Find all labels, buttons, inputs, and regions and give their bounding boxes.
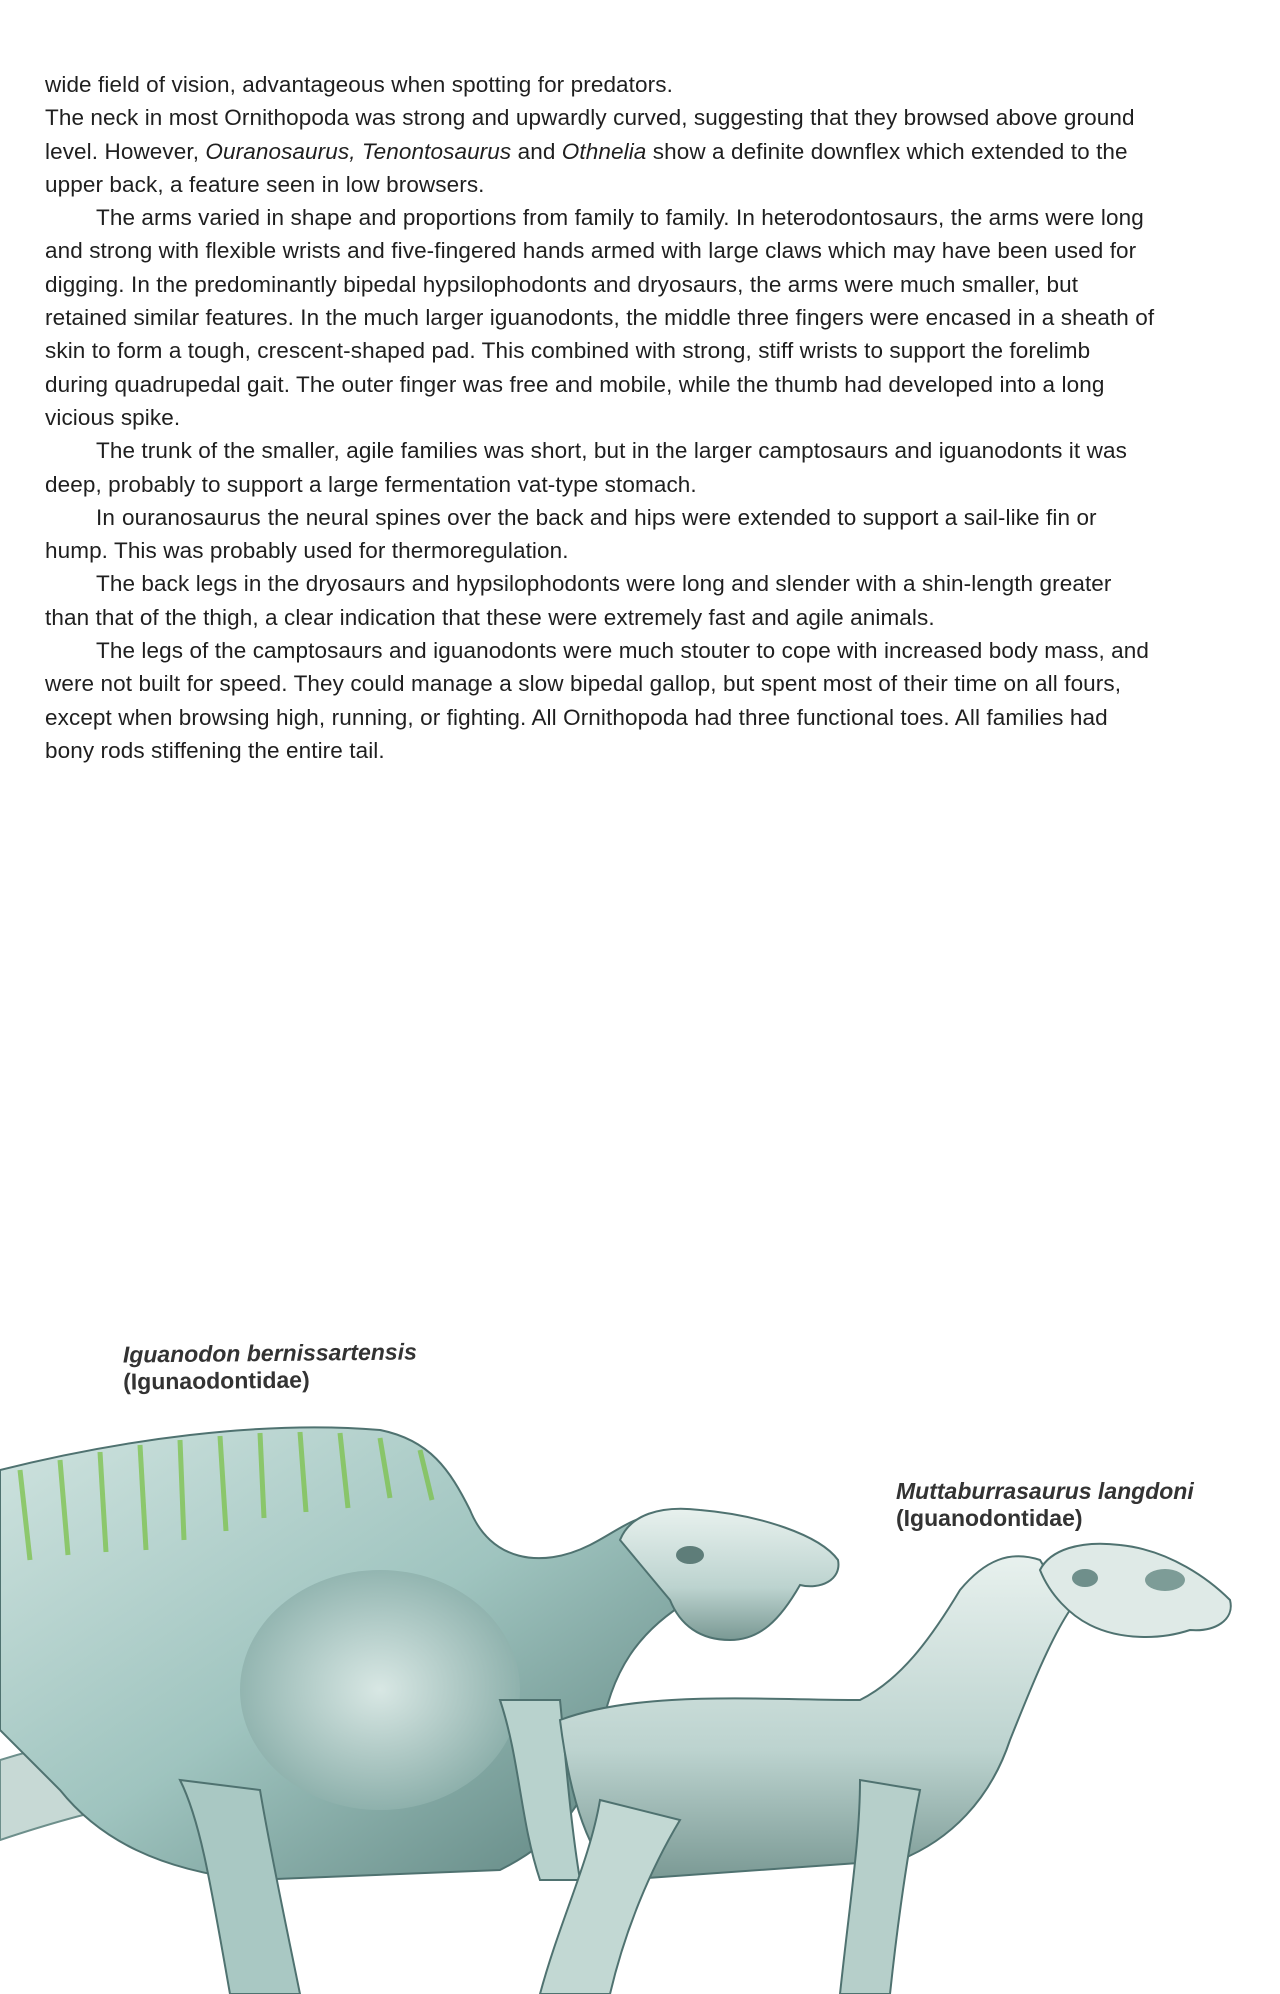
paragraph-back-legs: The back legs in the dryosaurs and hypsilophodonts were long and slender with a shin-length greater than that of the thigh, a clear indication that these were extremely fast and agile animals. bbox=[45, 571, 1112, 630]
caption-mutta-family: (Iguanodontidae) bbox=[896, 1505, 1083, 1531]
ouranosaurus-text-c: the neural spines over the back and hips were extended to support a sail-like fin or hump. This was probably used for thermoregulation. bbox=[45, 504, 1097, 564]
caption-mutta-name: Muttaburrasaurus langdoni bbox=[896, 1478, 1194, 1504]
paragraph-neck bbox=[45, 101, 1155, 201]
paragraph-arms: The arms varied in shape and proportions from family to family. In heterodontosaurs, the arms were long and strong with flexible wrists and five-fingered hands armed with large claws which may have been used for digging. In the predominantly bipedal hypsilophodonts and dryosaurs, the arms were much smaller, but retained similar features. In the much larger iguanodonts, the middle three fingers were encased in a sheath of skin to form a tough, crescent-shaped pad. This combined with strong, stiff wrists to support the forelimb during quadrupedal gait. The outer finger was free and mobile, while the thumb had developed into a long vicious spike. bbox=[45, 205, 1155, 430]
neck-genera-2: Othnelia bbox=[561, 138, 647, 164]
neck-text-b: and bbox=[511, 138, 562, 164]
dinosaur-illustration bbox=[0, 1330, 1280, 1994]
iguanodon-eye bbox=[676, 1546, 704, 1564]
neck-genera-1: Ouranosaurus, Tenontosaurus bbox=[205, 138, 512, 164]
ouranosaurus-text-a: In bbox=[96, 504, 115, 530]
paragraph-stout-legs: The legs of the camptosaurs and iguanodonts were much stouter to cope with increased body mass, and were not built for speed. They could manage a slow bipedal gallop, but spent most of their time on all fours, except when browsing high, running, or fighting. All Ornithopoda had three functional toes. All families had bony rods stiffening the entire tail. bbox=[45, 638, 1149, 763]
caption-muttaburrasaurus bbox=[896, 1478, 1194, 1532]
caption-iguanodon-name: Iguanodon bernissartensis bbox=[122, 1338, 417, 1368]
paragraph-trunk: The trunk of the smaller, agile families was short, but in the larger camptosaurs and iguanodonts it was deep, probably to support a large fermentation vat-type stomach. bbox=[45, 438, 1127, 497]
iguanodon-belly bbox=[240, 1570, 520, 1810]
paragraph-ouranosaurus bbox=[45, 501, 1155, 568]
paragraph-vision: wide field of vision, advantageous when spotting for predators. bbox=[45, 72, 673, 97]
mutta-nasal bbox=[1145, 1569, 1185, 1591]
mutta-head bbox=[1040, 1544, 1231, 1637]
ouranosaurus-name: ouranosaurus bbox=[121, 504, 261, 530]
neck-text-a: The neck in most Ornithopoda was strong and upwardly curved, suggesting that they browsed above ground level. However, bbox=[45, 105, 1135, 164]
caption-iguanodon bbox=[123, 1338, 418, 1395]
mutta-eye bbox=[1072, 1569, 1098, 1587]
neck-text-c: show a definite downflex which extended to the upper back, a feature seen in low browsers. bbox=[45, 138, 1128, 197]
caption-iguanodon-family: (Igunaodontidae) bbox=[123, 1366, 310, 1395]
article-text bbox=[45, 68, 1155, 767]
